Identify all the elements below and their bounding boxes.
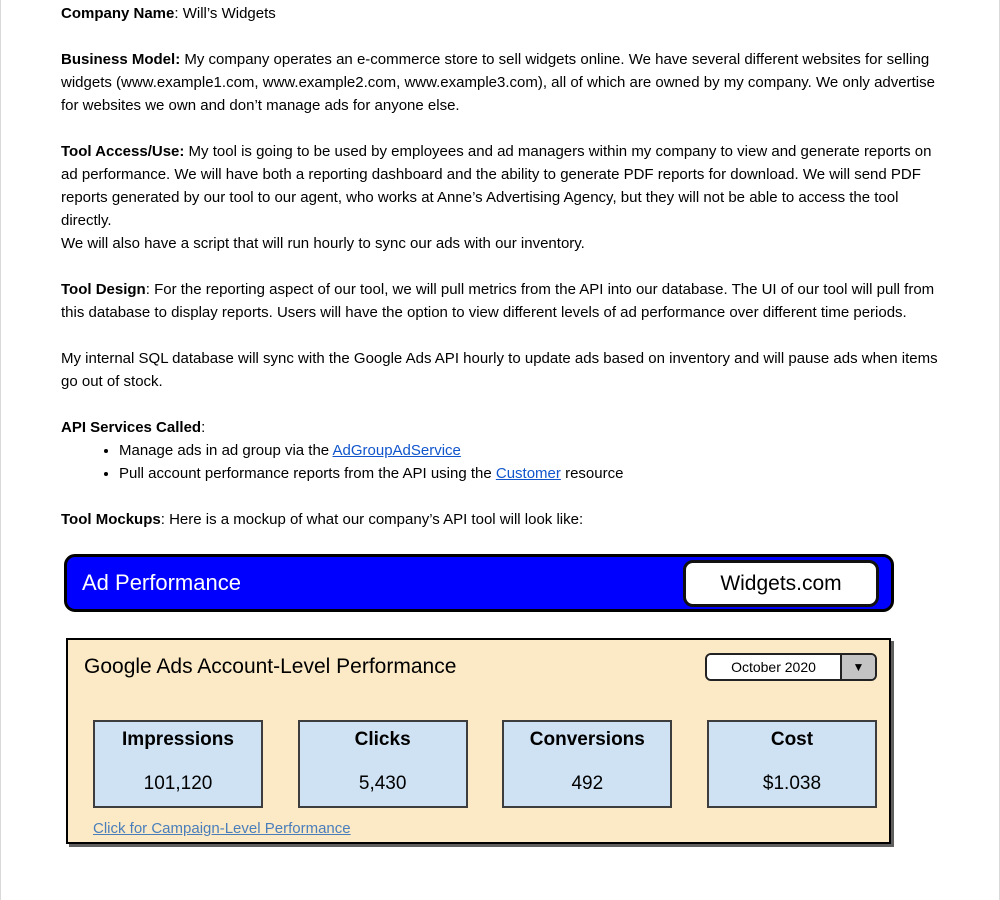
list-item-customer <box>119 462 941 485</box>
business-model-text: My company operates an e-commerce store to sell widgets online. We have several different websites for selling widgets (www.example1.com, www.example2.com, www.example3.com), all of which are owned by my company. We only advertise for websites we own and don’t manage ads for anyone else. <box>61 51 935 114</box>
metric-value: 101,120 <box>143 773 213 794</box>
metric-label: Cost <box>770 729 814 750</box>
paragraph-sql-sync: My internal SQL database will sync with the Google Ads API hourly to update ads based on inventory and will pause ads when items go out of stock. <box>61 350 938 390</box>
tool-mockups-label: Tool Mockups <box>61 511 161 528</box>
panel-title: Google Ads Account-Level Performance <box>84 655 457 678</box>
widgets-site-button[interactable]: Widgets.com <box>683 560 879 607</box>
account-performance-panel <box>66 638 891 844</box>
metric-label: Impressions <box>122 729 234 750</box>
tool-design-text: : For the reporting aspect of our tool, we will pull metrics from the API into our database. The UI of our tool will pull from this database to display reports. Users will have the option to view different levels of ad performance over different time periods. <box>61 281 935 321</box>
paragraph-api-services <box>61 416 941 439</box>
metric-card-cost <box>707 720 877 808</box>
tool-design-label: Tool Design <box>61 281 146 298</box>
tool-access-text: My tool is going to be used by employees and ad managers within my company to view and generate reports on ad performance. We will have both a reporting dashboard and the ability to generate PDF reports for download. We will send PDF reports generated by our tool to our agent, who works at Anne’s Advertising Agency, but they will not be able to access the tool directly. <box>61 143 932 229</box>
paragraph-tool-mockups <box>61 508 941 531</box>
tool-mockups-text: : Here is a mockup of what our company’s API tool will look like: <box>160 511 584 528</box>
date-range-value[interactable]: October 2020 <box>707 655 840 679</box>
bullet-text-pre: Manage ads in ad group via the <box>119 442 333 459</box>
paragraph-company-name <box>61 2 941 25</box>
metric-cards-row <box>68 720 889 808</box>
campaign-level-performance-link[interactable]: Click for Campaign-Level Performance <box>93 820 351 837</box>
metric-value: 492 <box>571 773 604 794</box>
metric-label: Clicks <box>354 729 411 750</box>
mockup-title: Ad Performance <box>82 570 241 595</box>
api-services-colon: : <box>201 419 206 436</box>
document-content <box>1 0 999 844</box>
metric-card-impressions <box>93 720 263 808</box>
bullet-text-post: resource <box>560 465 624 482</box>
panel-header-row <box>68 640 889 682</box>
campaign-link-row <box>68 817 889 840</box>
mockup-header-bar <box>64 554 894 612</box>
business-model-label: Business Model: <box>61 51 181 68</box>
metric-label: Conversions <box>529 729 645 750</box>
paragraph-business-model <box>61 48 941 117</box>
customer-link[interactable]: Customer <box>495 465 561 482</box>
tool-access-line2: We will also have a script that will run hourly to sync our ads with our inventory. <box>61 235 585 252</box>
bullet-text-pre: Pull account performance reports from the API using the <box>119 465 496 482</box>
tool-access-label: Tool Access/Use: <box>61 143 185 160</box>
metric-card-conversions <box>502 720 672 808</box>
paragraph-tool-design <box>61 278 941 324</box>
company-name-value: : Will’s Widgets <box>174 5 276 22</box>
metric-value: 5,430 <box>358 773 407 794</box>
adgroupadservice-link[interactable]: AdGroupAdService <box>332 442 461 459</box>
dropdown-arrow-icon[interactable]: ▼ <box>840 655 875 679</box>
metric-card-clicks <box>298 720 468 808</box>
date-range-dropdown[interactable] <box>705 653 877 681</box>
api-services-label: API Services Called <box>61 419 202 436</box>
company-name-label: Company Name <box>61 5 175 22</box>
api-services-list <box>61 439 941 485</box>
metric-value: $1.038 <box>762 773 822 794</box>
list-item-adgroupadservice <box>119 439 941 462</box>
paragraph-tool-access <box>61 140 941 255</box>
tool-access-block <box>61 143 931 229</box>
